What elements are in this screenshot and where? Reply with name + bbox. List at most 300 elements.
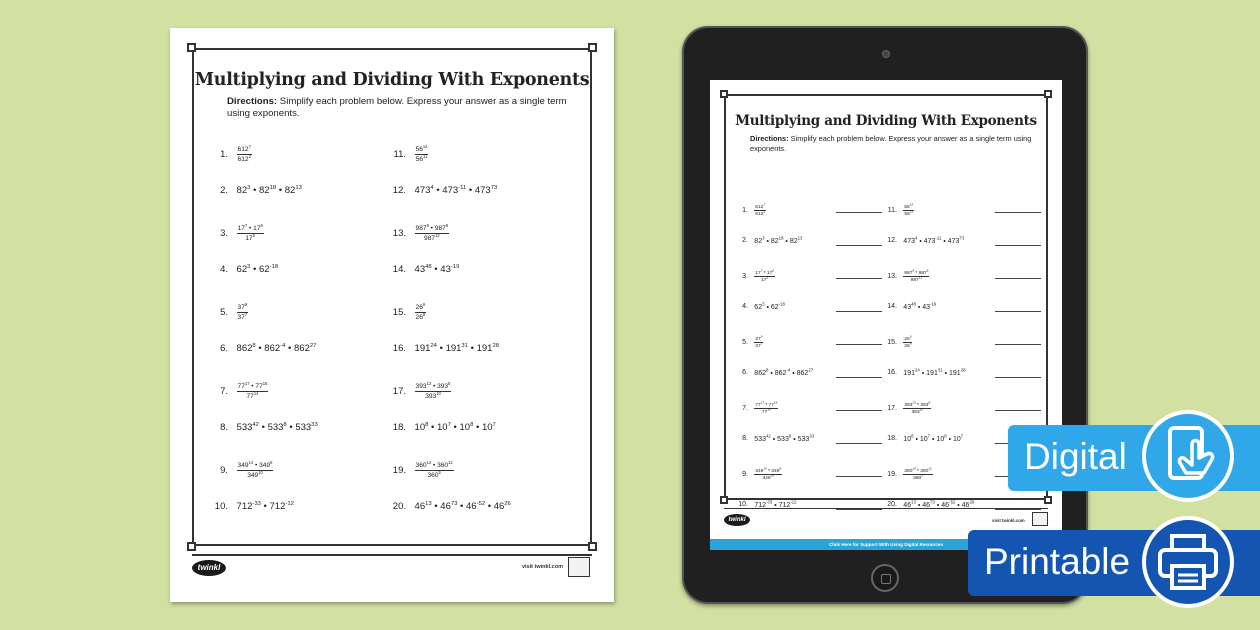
problem-number: 11. — [887, 206, 897, 214]
problem-item — [390, 145, 428, 164]
exponent-fraction — [903, 401, 931, 416]
exponent-term: $393^8$ — [920, 400, 931, 408]
denominator — [762, 409, 771, 416]
problem-item — [390, 224, 449, 243]
numerator — [754, 467, 782, 475]
exponent-term: $46^{26}$ — [493, 500, 511, 512]
multiply-dot: • — [428, 225, 435, 233]
border-corner — [588, 542, 597, 551]
exponent-term: $46^{13}$ — [414, 500, 432, 512]
multiply-dot: • — [946, 436, 953, 444]
multiply-dot: • — [955, 502, 962, 510]
exponent-expression — [237, 422, 318, 433]
exponent-fraction — [903, 269, 929, 284]
exponent-term: $10^7$ — [952, 434, 964, 444]
exponent-expression — [754, 434, 814, 443]
exponent-term: $43^{48}$ — [903, 302, 916, 312]
numerator — [754, 269, 775, 277]
problem-number: 19. — [392, 465, 406, 477]
exponent-term: $56^{14}$ — [415, 144, 428, 154]
denominator — [904, 211, 913, 218]
problem-number: 7. — [742, 404, 748, 412]
problem-item — [734, 467, 782, 482]
problem-item — [734, 236, 802, 245]
exponent-term: $987^9$ — [415, 223, 429, 233]
multiply-dot: • — [930, 436, 937, 444]
exponent-term: $17^8$ — [253, 223, 263, 233]
problem-item — [734, 368, 813, 377]
multiply-dot: • — [919, 370, 927, 378]
numerator — [237, 461, 274, 471]
problem-number: 1. — [742, 206, 748, 214]
exponent-term: $46^{73}$ — [922, 500, 935, 510]
multiply-dot: • — [450, 421, 460, 433]
problem-number: 13. — [887, 272, 897, 280]
digital-support-link[interactable]: Click Here for Support With Using Digital Resources — [710, 539, 1062, 550]
answer-blank[interactable] — [836, 212, 882, 213]
exponent-term: $349^{14}$ — [237, 460, 254, 470]
problem-item — [212, 185, 302, 196]
exponent-term: $56^{11}$ — [415, 154, 428, 164]
printable-label: Printable — [984, 541, 1131, 582]
exponent-term: $349^{10}$ — [247, 470, 263, 480]
problem-number: 14. — [392, 263, 406, 275]
problem-item — [390, 422, 496, 433]
problem-number: 10. — [738, 501, 748, 509]
numerator — [237, 382, 269, 392]
numerator — [237, 224, 264, 234]
problem-number: 14. — [887, 303, 897, 311]
problem-item — [734, 434, 814, 443]
border-corner — [187, 43, 196, 52]
denominator — [238, 155, 251, 164]
exponent-fraction — [237, 145, 252, 164]
exponent-term: $862^{-4}$ — [264, 342, 286, 354]
answer-blank[interactable] — [836, 476, 882, 477]
answer-blank[interactable] — [836, 509, 882, 510]
multiply-dot: • — [915, 502, 923, 510]
problem-item — [212, 343, 316, 354]
exponent-expression — [415, 264, 460, 275]
problem-number: 17. — [887, 404, 897, 412]
exponent-term: $62^{-18}$ — [259, 263, 279, 275]
exponent-term: $360^{14}$ — [904, 466, 916, 474]
numerator — [415, 461, 454, 471]
multiply-dot: • — [253, 462, 260, 470]
problem-item — [212, 461, 273, 480]
multiply-dot: • — [764, 238, 771, 246]
exponent-term: $987^8$ — [918, 268, 929, 276]
numerator — [415, 224, 450, 234]
problem-number: 7. — [220, 386, 228, 398]
multiply-dot: • — [764, 402, 769, 408]
printed-worksheet — [170, 28, 614, 602]
exponent-fraction — [754, 335, 763, 350]
exponent-term: $612^7$ — [237, 144, 251, 154]
exponent-term: $26^9$ — [904, 334, 912, 342]
problem-item — [734, 269, 775, 284]
exponent-fraction — [415, 145, 429, 164]
problem-number: 8. — [220, 421, 228, 433]
exponent-term: $987^8$ — [434, 223, 449, 233]
multiply-dot: • — [466, 184, 475, 196]
problem-item — [883, 467, 933, 482]
exponent-term: $473^{73}$ — [474, 184, 498, 196]
problem-item — [390, 501, 511, 512]
problem-item — [390, 382, 451, 401]
problem-number: 1. — [220, 149, 228, 161]
exponent-term: $712^{-12}$ — [269, 500, 294, 512]
problem-item — [212, 145, 252, 164]
exponent-fraction — [237, 224, 264, 243]
problem-number: 4. — [742, 303, 748, 311]
exponent-fraction — [415, 224, 450, 243]
multiply-dot: • — [276, 184, 285, 196]
directions — [227, 96, 567, 121]
exponent-term: $10^8$ — [414, 421, 429, 433]
numerator — [903, 467, 933, 475]
problem-item — [883, 302, 936, 311]
problem-number: 18. — [887, 435, 897, 443]
answer-blank[interactable] — [836, 344, 882, 345]
multiply-dot: • — [428, 421, 438, 433]
problem-item — [734, 203, 766, 218]
problem-number: 2. — [220, 184, 228, 196]
twinkl-logo: twinkl — [724, 514, 750, 526]
exponent-expression — [415, 185, 498, 196]
worksheet-title: Multiplying and Dividing With Exponents — [194, 70, 590, 90]
exponent-term: $10^8$ — [936, 434, 947, 444]
exponent-term: $360^5$ — [913, 473, 923, 482]
answer-blank[interactable] — [995, 377, 1041, 378]
denominator — [761, 277, 768, 284]
exponent-term: $191^{24}$ — [414, 342, 437, 354]
problem-item — [883, 434, 963, 443]
camera-icon — [882, 50, 890, 58]
problem-number: 5. — [742, 338, 748, 346]
problem-number: 12. — [887, 237, 897, 245]
exponent-expression — [903, 368, 965, 377]
exponent-term: $37^7$ — [755, 341, 763, 350]
answer-blank[interactable] — [995, 410, 1041, 411]
exponent-fraction — [754, 269, 775, 284]
answer-blank[interactable] — [836, 377, 882, 378]
multiply-dot: • — [250, 263, 260, 275]
exponent-term: $82^3$ — [754, 236, 765, 246]
multiply-dot: • — [431, 263, 441, 275]
multiply-dot: • — [433, 184, 443, 196]
exponent-expression — [415, 422, 496, 433]
answer-blank[interactable] — [836, 245, 882, 246]
exponent-term: $349^8$ — [771, 466, 782, 474]
problem-item — [883, 236, 964, 245]
multiply-dot: • — [431, 462, 438, 470]
border-corner — [720, 496, 728, 504]
exponent-term: $26^8$ — [415, 312, 426, 322]
exponent-term: $82^{13}$ — [284, 184, 302, 196]
exponent-term: $612^7$ — [755, 202, 766, 210]
exponent-term: $393^{13}$ — [904, 400, 916, 408]
exponent-term: $473^{-11}$ — [923, 236, 942, 246]
denominator — [904, 343, 911, 350]
directions-text: Simplify each problem below. Express your answer as a single term using exponents. — [750, 134, 1032, 153]
exponent-term: $393^{10}$ — [911, 407, 923, 416]
exponent-term: $360^{12}$ — [920, 466, 932, 474]
multiply-dot: • — [934, 502, 942, 510]
exponent-term: $612^2$ — [237, 154, 251, 164]
exponent-term: $17^7$ — [755, 268, 763, 276]
problem-item — [212, 501, 294, 512]
home-button[interactable] — [871, 564, 899, 592]
problem-item — [883, 269, 929, 284]
multiply-dot: • — [436, 342, 446, 354]
multiply-dot: • — [772, 502, 779, 510]
multiply-dot: • — [917, 238, 924, 246]
multiply-dot: • — [790, 370, 797, 378]
exponent-term: $349^8$ — [259, 460, 273, 470]
problem-item — [883, 401, 931, 416]
multiply-dot: • — [770, 436, 778, 444]
exponent-term: $533^{33}$ — [295, 421, 318, 433]
exponent-term: $862^{-4}$ — [774, 368, 791, 378]
exponent-term: $46^{-52}$ — [941, 500, 956, 510]
denominator — [911, 277, 923, 284]
multiply-dot: • — [247, 225, 254, 233]
exponent-term: $37^9$ — [237, 302, 248, 312]
exponent-term: $393^{13}$ — [415, 381, 432, 391]
exponent-term: $17^5$ — [761, 275, 769, 284]
tablet-touch-icon-graphic — [1146, 414, 1230, 498]
exponent-term: $43^{48}$ — [414, 263, 432, 275]
footer-divider — [192, 554, 592, 556]
denominator — [246, 392, 258, 401]
exponent-term: $77^{14}$ — [246, 391, 259, 401]
exponent-term: $77^{14}$ — [761, 407, 771, 416]
exponent-term: $77^{18}$ — [768, 400, 778, 408]
exponent-term: $17^5$ — [245, 233, 255, 243]
exponent-expression — [903, 302, 936, 311]
answer-blank[interactable] — [995, 509, 1041, 510]
problem-number: 20. — [392, 500, 406, 512]
exponent-term: $26^8$ — [904, 341, 912, 350]
exponent-term: $862^{27}$ — [294, 342, 317, 354]
multiply-dot: • — [457, 500, 467, 512]
problem-number: 12. — [392, 184, 406, 196]
exponent-term: $712^{-33}$ — [754, 500, 773, 510]
exponent-term: $360^5$ — [427, 470, 441, 480]
exponent-term: $533^8$ — [777, 434, 792, 444]
border-corner — [187, 542, 196, 551]
problem-item — [390, 343, 499, 354]
exponent-term: $77^{17}$ — [755, 400, 765, 408]
problem-item — [212, 382, 268, 401]
exponent-term: $62^{-18}$ — [770, 302, 785, 312]
exponent-term: $987^{12}$ — [424, 233, 440, 243]
exponent-term: $191^{31}$ — [926, 368, 943, 378]
denominator — [762, 475, 774, 482]
multiply-dot: • — [915, 304, 923, 312]
exponent-term: $712^{-33}$ — [236, 500, 261, 512]
exponent-term: $82^{18}$ — [259, 184, 277, 196]
exponent-term: $56^{14}$ — [904, 202, 914, 210]
answer-blank[interactable] — [995, 245, 1041, 246]
exponent-term: $360^{12}$ — [437, 460, 453, 470]
exponent-expression — [903, 434, 963, 443]
exponent-term: $862^8$ — [754, 368, 769, 378]
exponent-fraction — [237, 461, 274, 480]
multiply-dot: • — [915, 468, 921, 474]
exponent-fraction — [237, 303, 249, 322]
exponent-term: $862^8$ — [236, 342, 256, 354]
exponent-expression — [754, 302, 785, 311]
problem-item — [212, 422, 318, 433]
problem-item — [390, 185, 497, 196]
multiply-dot: • — [249, 383, 256, 391]
problem-item — [883, 335, 912, 350]
numerator — [415, 382, 452, 392]
exponent-term: $393^8$ — [437, 381, 451, 391]
problem-item — [390, 461, 454, 480]
border-corner — [588, 43, 597, 52]
denominator — [427, 471, 440, 480]
digital-label: Digital — [1024, 436, 1127, 477]
answer-blank[interactable] — [995, 278, 1041, 279]
footer-divider — [724, 508, 1048, 509]
multiply-dot: • — [762, 270, 767, 276]
exponent-term: $26^9$ — [415, 302, 426, 312]
exponent-term: $17^8$ — [766, 268, 775, 276]
exponent-term: $46^{73}$ — [440, 500, 458, 512]
exponent-expression — [903, 236, 964, 245]
problem-number: 16. — [887, 369, 897, 377]
answer-blank[interactable] — [836, 443, 882, 444]
exponent-term: $533^8$ — [267, 421, 287, 433]
multiply-dot: • — [473, 421, 482, 433]
exponent-term: $10^8$ — [903, 434, 914, 444]
exponent-term: $533^{42}$ — [754, 434, 771, 444]
answer-blank[interactable] — [836, 278, 882, 279]
problem-item — [390, 264, 459, 275]
exponent-fraction — [903, 467, 933, 482]
multiply-dot: • — [467, 342, 477, 354]
answer-blank[interactable] — [995, 212, 1041, 213]
exponent-fraction — [415, 382, 452, 401]
exponent-fraction — [903, 335, 912, 350]
exponent-term: $533^{33}$ — [797, 434, 815, 444]
exponent-fraction — [754, 401, 778, 416]
exponent-expression — [237, 185, 302, 196]
problem-number: 20. — [887, 501, 897, 509]
multiply-dot: • — [764, 304, 771, 312]
answer-blank[interactable] — [995, 344, 1041, 345]
problem-number: 3. — [220, 228, 228, 240]
exponent-term: $473^4$ — [414, 184, 434, 196]
denominator — [755, 343, 762, 350]
multiply-dot: • — [258, 421, 268, 433]
answer-blank[interactable] — [836, 311, 882, 312]
exponent-term: $82^3$ — [236, 184, 251, 196]
denominator — [245, 234, 255, 243]
exponent-expression — [754, 368, 813, 377]
exponent-term: $191^{31}$ — [445, 342, 468, 354]
problem-number: 17. — [392, 386, 406, 398]
quality-badge — [1032, 512, 1048, 526]
problem-item — [390, 303, 426, 322]
problem-number: 6. — [742, 369, 748, 377]
exponent-term: $77^{18}$ — [255, 381, 268, 391]
denominator — [913, 475, 923, 482]
exponent-term: $37^9$ — [755, 334, 763, 342]
exponent-expression — [415, 343, 499, 354]
problem-item — [212, 264, 278, 275]
multiply-dot: • — [913, 436, 920, 444]
exponent-term: $82^{13}$ — [789, 236, 803, 246]
problem-number: 15. — [887, 338, 897, 346]
exponent-fraction — [754, 467, 782, 482]
directions-text: Simplify each problem below. Express your answer as a single term using exponents. — [227, 96, 567, 120]
exponent-term: $62^3$ — [236, 263, 251, 275]
multiply-dot: • — [942, 370, 950, 378]
exponent-term: $473^{73}$ — [947, 236, 965, 246]
printer-icon-graphic — [1146, 520, 1230, 604]
directions-label: Directions: — [227, 96, 278, 107]
exponent-term: $10^7$ — [481, 421, 496, 433]
exponent-term: $191^{24}$ — [903, 368, 920, 378]
exponent-term: $349^{10}$ — [762, 473, 774, 482]
multiply-dot: • — [431, 383, 438, 391]
quality-badge — [568, 557, 590, 577]
exponent-term: $46^{-52}$ — [466, 500, 486, 512]
problem-number: 15. — [392, 307, 406, 319]
exponent-term: $46^{26}$ — [961, 500, 975, 510]
problem-number: 10. — [214, 500, 228, 512]
exponent-term: $349^{14}$ — [755, 466, 767, 474]
exponent-term: $43^{-19}$ — [440, 263, 460, 275]
multiply-dot: • — [914, 270, 919, 276]
directions — [750, 134, 1040, 153]
directions-label: Directions: — [750, 134, 789, 143]
exponent-term: $10^7$ — [919, 434, 931, 444]
denominator — [416, 155, 428, 164]
exponent-fraction — [237, 382, 269, 401]
multiply-dot: • — [915, 402, 921, 408]
exponent-term: $62^3$ — [754, 302, 765, 312]
multiply-dot: • — [766, 468, 772, 474]
exponent-fraction — [754, 203, 766, 218]
problem-item — [734, 302, 785, 311]
answer-blank[interactable] — [836, 410, 882, 411]
denominator — [755, 211, 765, 218]
exponent-term: $533^{42}$ — [236, 421, 259, 433]
multiply-dot: • — [255, 342, 265, 354]
exponent-term: $77^{17}$ — [237, 381, 250, 391]
exponent-term: $43^{-19}$ — [922, 302, 937, 312]
problem-item — [212, 224, 264, 243]
exponent-expression — [237, 264, 279, 275]
problem-number: 13. — [392, 228, 406, 240]
denominator — [247, 471, 263, 480]
exponent-expression — [754, 236, 802, 245]
exponent-term: $862^{27}$ — [796, 368, 814, 378]
exponent-term: $360^{14}$ — [415, 460, 432, 470]
problem-number: 18. — [392, 421, 406, 433]
answer-blank[interactable] — [995, 311, 1041, 312]
exponent-term: $191^{28}$ — [476, 342, 499, 354]
problem-number: 8. — [742, 435, 748, 443]
exponent-term: $612^2$ — [755, 209, 766, 218]
exponent-fraction — [415, 461, 454, 480]
visit-link: visit twinkl.com — [522, 564, 563, 570]
